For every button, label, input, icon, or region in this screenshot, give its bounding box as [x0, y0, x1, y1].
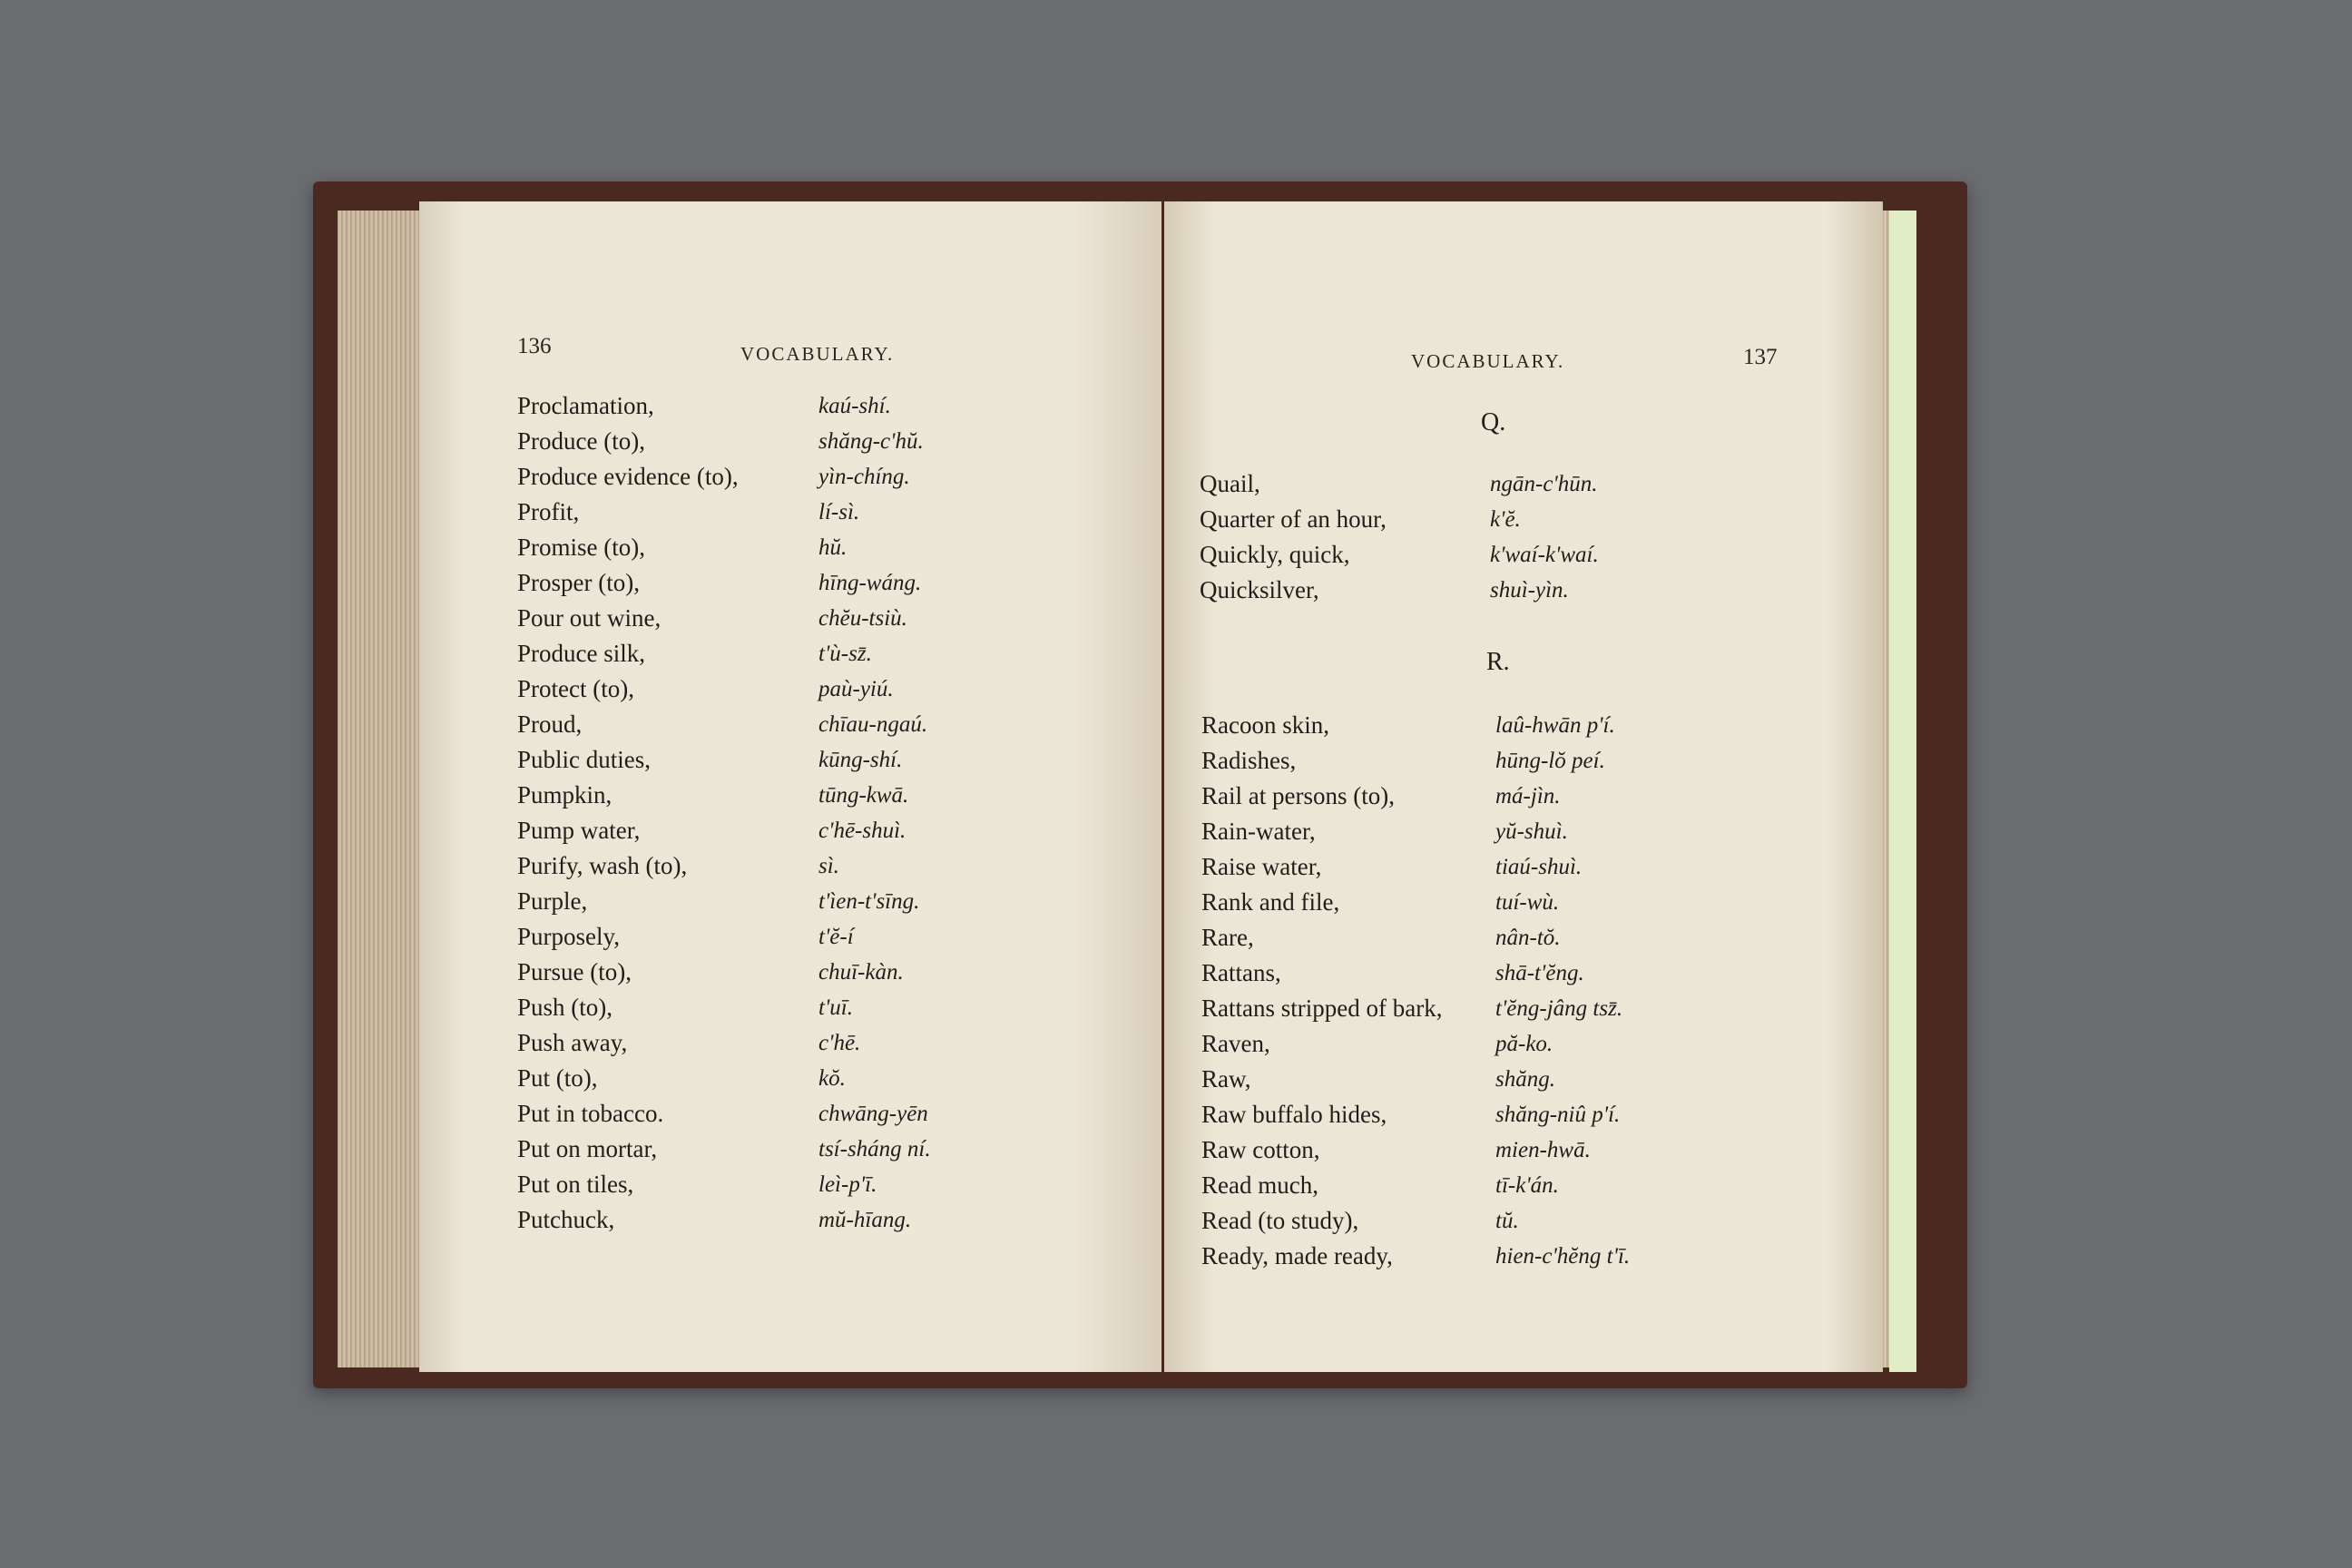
entry-term: Putchuck,	[517, 1206, 615, 1233]
entry-romanization: má-jìn.	[1495, 784, 1561, 808]
entry-romanization: shā-t'ĕng.	[1495, 961, 1584, 985]
entry-term: Pump water,	[517, 817, 641, 844]
entry-romanization: pă-ko.	[1495, 1032, 1553, 1056]
entry-romanization: paù-yiú.	[818, 677, 894, 701]
entry-romanization: tŭ.	[1495, 1209, 1519, 1233]
entry-term: Radishes,	[1201, 747, 1297, 774]
entry-term: Produce (to),	[517, 427, 645, 455]
entry-term: Pumpkin,	[517, 781, 612, 808]
entry-romanization: t'ĕng-jâng tsz̄.	[1495, 996, 1623, 1021]
entry-term: Raw cotton,	[1201, 1136, 1320, 1163]
left-page	[419, 201, 1161, 1372]
entry-romanization: kūng-shí.	[818, 748, 903, 772]
entry-romanization: mien-hwā.	[1495, 1138, 1591, 1162]
entry-romanization: kŏ.	[818, 1066, 846, 1091]
entry-term: Read (to study),	[1201, 1207, 1359, 1234]
entry-romanization: t'ù-sz̄.	[818, 642, 872, 666]
entry-romanization: lí-sì.	[818, 500, 860, 524]
entry-romanization: shăng-niû p'í.	[1495, 1102, 1621, 1127]
entry-term: Profit,	[517, 498, 580, 525]
entry-term: Put on tiles,	[517, 1171, 634, 1198]
entry-romanization: k'ĕ.	[1490, 507, 1521, 532]
entry-term: Quail,	[1200, 470, 1260, 497]
entry-romanization: tūng-kwā.	[818, 783, 909, 808]
entry-term: Quarter of an hour,	[1200, 505, 1387, 533]
entry-romanization: k'waí-k'waí.	[1490, 543, 1599, 567]
entry-term: Purposely,	[517, 923, 620, 950]
entry-term: Raw buffalo hides,	[1201, 1101, 1387, 1128]
entry-romanization: c'hē-shuì.	[818, 818, 906, 843]
entry-term: Raven,	[1201, 1030, 1270, 1057]
entry-romanization: t'ĕ-í	[818, 925, 854, 949]
entry-romanization: hīng-wáng.	[818, 571, 922, 595]
entry-romanization: hŭ.	[818, 535, 848, 560]
entry-romanization: nân-tŏ.	[1495, 926, 1561, 950]
entry-romanization: t'ìen-t'sīng.	[818, 889, 920, 914]
entry-term: Push (to),	[517, 994, 613, 1021]
entry-romanization: chĕu-tsiù.	[818, 606, 907, 631]
section-letter-q: Q.	[1481, 408, 1506, 436]
entry-romanization: shăng-c'hŭ.	[818, 429, 924, 454]
entry-term: Protect (to),	[517, 675, 634, 702]
entry-term: Proclamation,	[517, 392, 654, 419]
entry-romanization: tī-k'án.	[1495, 1173, 1559, 1198]
entry-term: Prosper (to),	[517, 569, 640, 596]
entry-romanization: chwāng-yēn	[818, 1102, 928, 1126]
section-letter-r: R.	[1486, 648, 1510, 676]
entry-romanization: yìn-chíng.	[818, 465, 910, 489]
entry-romanization: hien-c'hĕng t'ī.	[1495, 1244, 1631, 1269]
entry-romanization: yŭ-shuì.	[1495, 819, 1568, 844]
entry-term: Rail at persons (to),	[1201, 782, 1395, 809]
entry-term: Quicksilver,	[1200, 576, 1319, 603]
entry-romanization: kaú-shí.	[818, 394, 891, 418]
entry-term: Proud,	[517, 710, 583, 738]
entry-romanization: t'uī.	[818, 995, 853, 1020]
running-head: VOCABULARY.	[740, 343, 895, 365]
entry-term: Rare,	[1201, 924, 1254, 951]
entry-term: Purify, wash (to),	[517, 852, 688, 879]
entry-romanization: leì-p'ī.	[818, 1172, 877, 1197]
running-head: VOCABULARY.	[1411, 350, 1565, 372]
entry-term: Ready, made ready,	[1201, 1242, 1393, 1269]
entry-romanization: shuì-yìn.	[1490, 578, 1569, 603]
entry-term: Put on mortar,	[517, 1135, 658, 1162]
entry-term: Quickly, quick,	[1200, 541, 1350, 568]
entry-romanization: shăng.	[1495, 1067, 1555, 1092]
entry-term: Purple,	[517, 887, 588, 915]
entry-term: Raise water,	[1201, 853, 1322, 880]
entry-term: Push away,	[517, 1029, 628, 1056]
entry-romanization: c'hē.	[818, 1031, 861, 1055]
entry-term: Pour out wine,	[517, 604, 662, 632]
entry-romanization: sì.	[818, 854, 839, 878]
entry-term: Produce silk,	[517, 640, 645, 667]
page-number: 137	[1743, 345, 1778, 369]
entry-romanization: tiaú-shuì.	[1495, 855, 1583, 879]
right-page	[1164, 201, 1883, 1372]
entry-term: Raw,	[1201, 1065, 1251, 1093]
entry-term: Read much,	[1201, 1171, 1318, 1199]
entry-term: Pursue (to),	[517, 958, 632, 985]
bookmark-strip	[1889, 211, 1916, 1372]
entry-term: Rank and file,	[1201, 888, 1340, 916]
entry-term: Rain-water,	[1201, 818, 1316, 845]
entry-romanization: chuī-kàn.	[818, 960, 904, 985]
entry-term: Produce evidence (to),	[517, 463, 739, 490]
entry-romanization: ngān-c'hūn.	[1490, 472, 1598, 496]
entry-romanization: tuí-wù.	[1495, 890, 1560, 915]
entry-term: Public duties,	[517, 746, 651, 773]
left-page-edges	[338, 211, 428, 1367]
entry-term: Promise (to),	[517, 534, 645, 561]
entry-romanization: laû-hwān p'í.	[1495, 713, 1615, 738]
entry-term: Put (to),	[517, 1064, 598, 1092]
entry-romanization: tsí-sháng ní.	[818, 1137, 931, 1161]
entry-term: Rattans stripped of bark,	[1201, 995, 1443, 1022]
entry-term: Rattans,	[1201, 959, 1281, 986]
page-number: 136	[517, 334, 552, 358]
entry-romanization: chīau-ngaú.	[818, 712, 928, 737]
entry-romanization: hūng-lŏ peí.	[1495, 749, 1605, 773]
entry-term: Racoon skin,	[1201, 711, 1329, 739]
entry-romanization: mŭ-hīang.	[818, 1208, 912, 1232]
entry-term: Put in tobacco.	[517, 1100, 664, 1127]
